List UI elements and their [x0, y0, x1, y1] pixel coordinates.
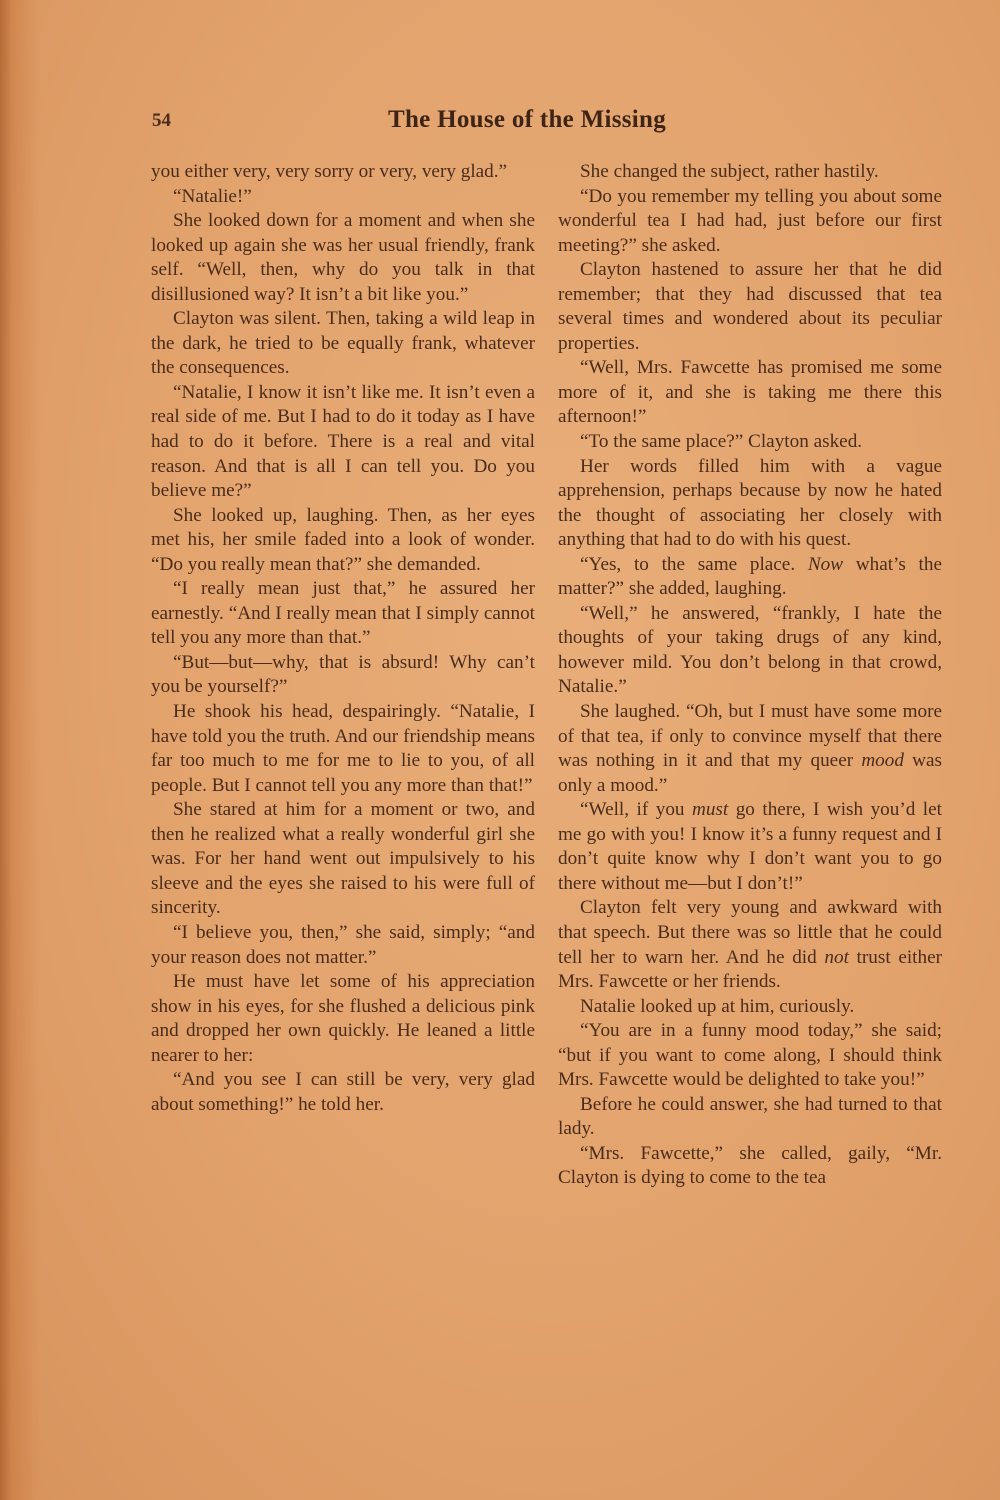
paragraph	[558, 553, 942, 602]
italic-emphasis: must	[691, 799, 729, 821]
paragraph: “Natalie!”	[173, 185, 252, 207]
paragraph: He shook his head, despairingly. “Natalie, I have told you the truth. And our friendship means far too much to me for me to lie to you, of all people. But I cannot tell you any more than that!”	[151, 701, 535, 796]
running-title: The House of the Missing	[388, 106, 667, 133]
paragraph: “To the same place?” Clayton asked.	[580, 431, 863, 453]
text-run: She laughed. “Oh, but I must have some more of that tea, if only to convince myself that there was nothing in it and that my queer	[558, 701, 942, 772]
paragraph: “And you see I can still be very, very glad about something!” he told her.	[151, 1069, 535, 1115]
paragraph: “You are in a funny mood today,” she said; “but if you want to come along, I should think Mrs. Fawcette would be delighted to take you!”	[558, 1020, 942, 1091]
paragraph: “But—but—why, that is absurd! Why can’t you be yourself?”	[151, 651, 535, 698]
paragraph: “Natalie, I know it isn’t like me. It isn’t even a real side of me. But I had to do it today as I have had to do it before. There is a real and vital reason. And that is all I can tell you. Do you believe me?”	[151, 381, 535, 502]
paragraph	[558, 896, 942, 994]
right-text-column	[558, 160, 942, 1191]
paragraph	[558, 798, 942, 896]
paragraph: She looked up, laughing. Then, as her eyes met his, her smile faded into a look of wonder. “Do you really mean that?” she demanded.	[151, 504, 535, 575]
paragraph: She stared at him for a moment or two, and then he realized what a really wonderful girl she was. For her hand went out impulsively to his sleeve and the eyes she raised to his were full of sincerity.	[151, 799, 535, 919]
paragraph: Clayton was silent. Then, taking a wild leap in the dark, he tried to be equally frank, whatever the consequences.	[151, 308, 535, 379]
paragraph: “Mrs. Fawcette,” she called, gaily, “Mr. Clayton is dying to come to the tea	[558, 1142, 942, 1189]
page-number: 54	[152, 110, 171, 131]
paragraph: “Well, Mrs. Fawcette has promised me some more of it, and she is taking me there this afternoon!”	[558, 357, 942, 428]
italic-emphasis: not	[824, 946, 849, 968]
italic-emphasis: mood	[861, 750, 904, 772]
paragraph: Her words filled him with a vague apprehension, perhaps because by now he hated the thought of associating her closely with anything that had to do with his quest.	[558, 455, 942, 551]
italic-emphasis: Now	[807, 553, 844, 575]
left-text-column	[151, 160, 535, 1117]
paragraph: She changed the subject, rather hastily.	[580, 161, 879, 182]
text-run: was only a mood.”	[558, 750, 942, 796]
paragraph: Natalie looked up at him, curiously.	[580, 995, 855, 1017]
paragraph: Clayton hastened to assure her that he did remember; that they had discussed that tea several times and wondered about its peculiar properties.	[558, 259, 942, 354]
paragraph: “I really mean just that,” he assured her earnestly. “And I really mean that I simply cannot tell you any more than that.”	[151, 578, 535, 649]
paragraph: “Do you remember my telling you about some wonderful tea I had had, just before our first meeting?” she asked.	[558, 185, 942, 256]
text-run: Clayton felt very young and awkward with that speech. But there was so little that he could tell her to warn her. And he did	[558, 897, 942, 968]
text-run: what’s the matter?” she added, laughing.	[558, 553, 942, 600]
text-run: “Yes, to the same place.	[580, 553, 808, 575]
text-run: trust either Mrs. Fawcette or her friends.	[558, 946, 943, 993]
text-run: “Well, if you	[580, 799, 692, 821]
paragraph: “Well,” he answered, “frankly, I hate the thoughts of your taking drugs of any kind, however mild. You don’t belong in that crowd, Natalie.”	[558, 602, 942, 698]
paragraph: “I believe you, then,” she said, simply; “and your reason does not matter.”	[151, 921, 535, 968]
page-header	[152, 106, 712, 138]
paragraph: Before he could answer, she had turned to that lady.	[558, 1093, 942, 1140]
paragraph: He must have let some of his appreciation show in his eyes, for she flushed a delicious pink and dropped her own quickly. He leaned a little nearer to her:	[151, 971, 535, 1066]
text-run: go there, I wish you’d let me go with you! I know it’s a funny request and I don’t quite know why I don’t want you to go there without me—but I don’t!”	[558, 799, 942, 894]
paragraph: you either very, very sorry or very, very glad.”	[151, 161, 508, 182]
paragraph	[558, 700, 942, 798]
paragraph: She looked down for a moment and when she looked up again she was her usual friendly, frank self. “Well, then, why do you talk in that disillusioned way? It isn’t a bit like you.”	[151, 210, 535, 305]
